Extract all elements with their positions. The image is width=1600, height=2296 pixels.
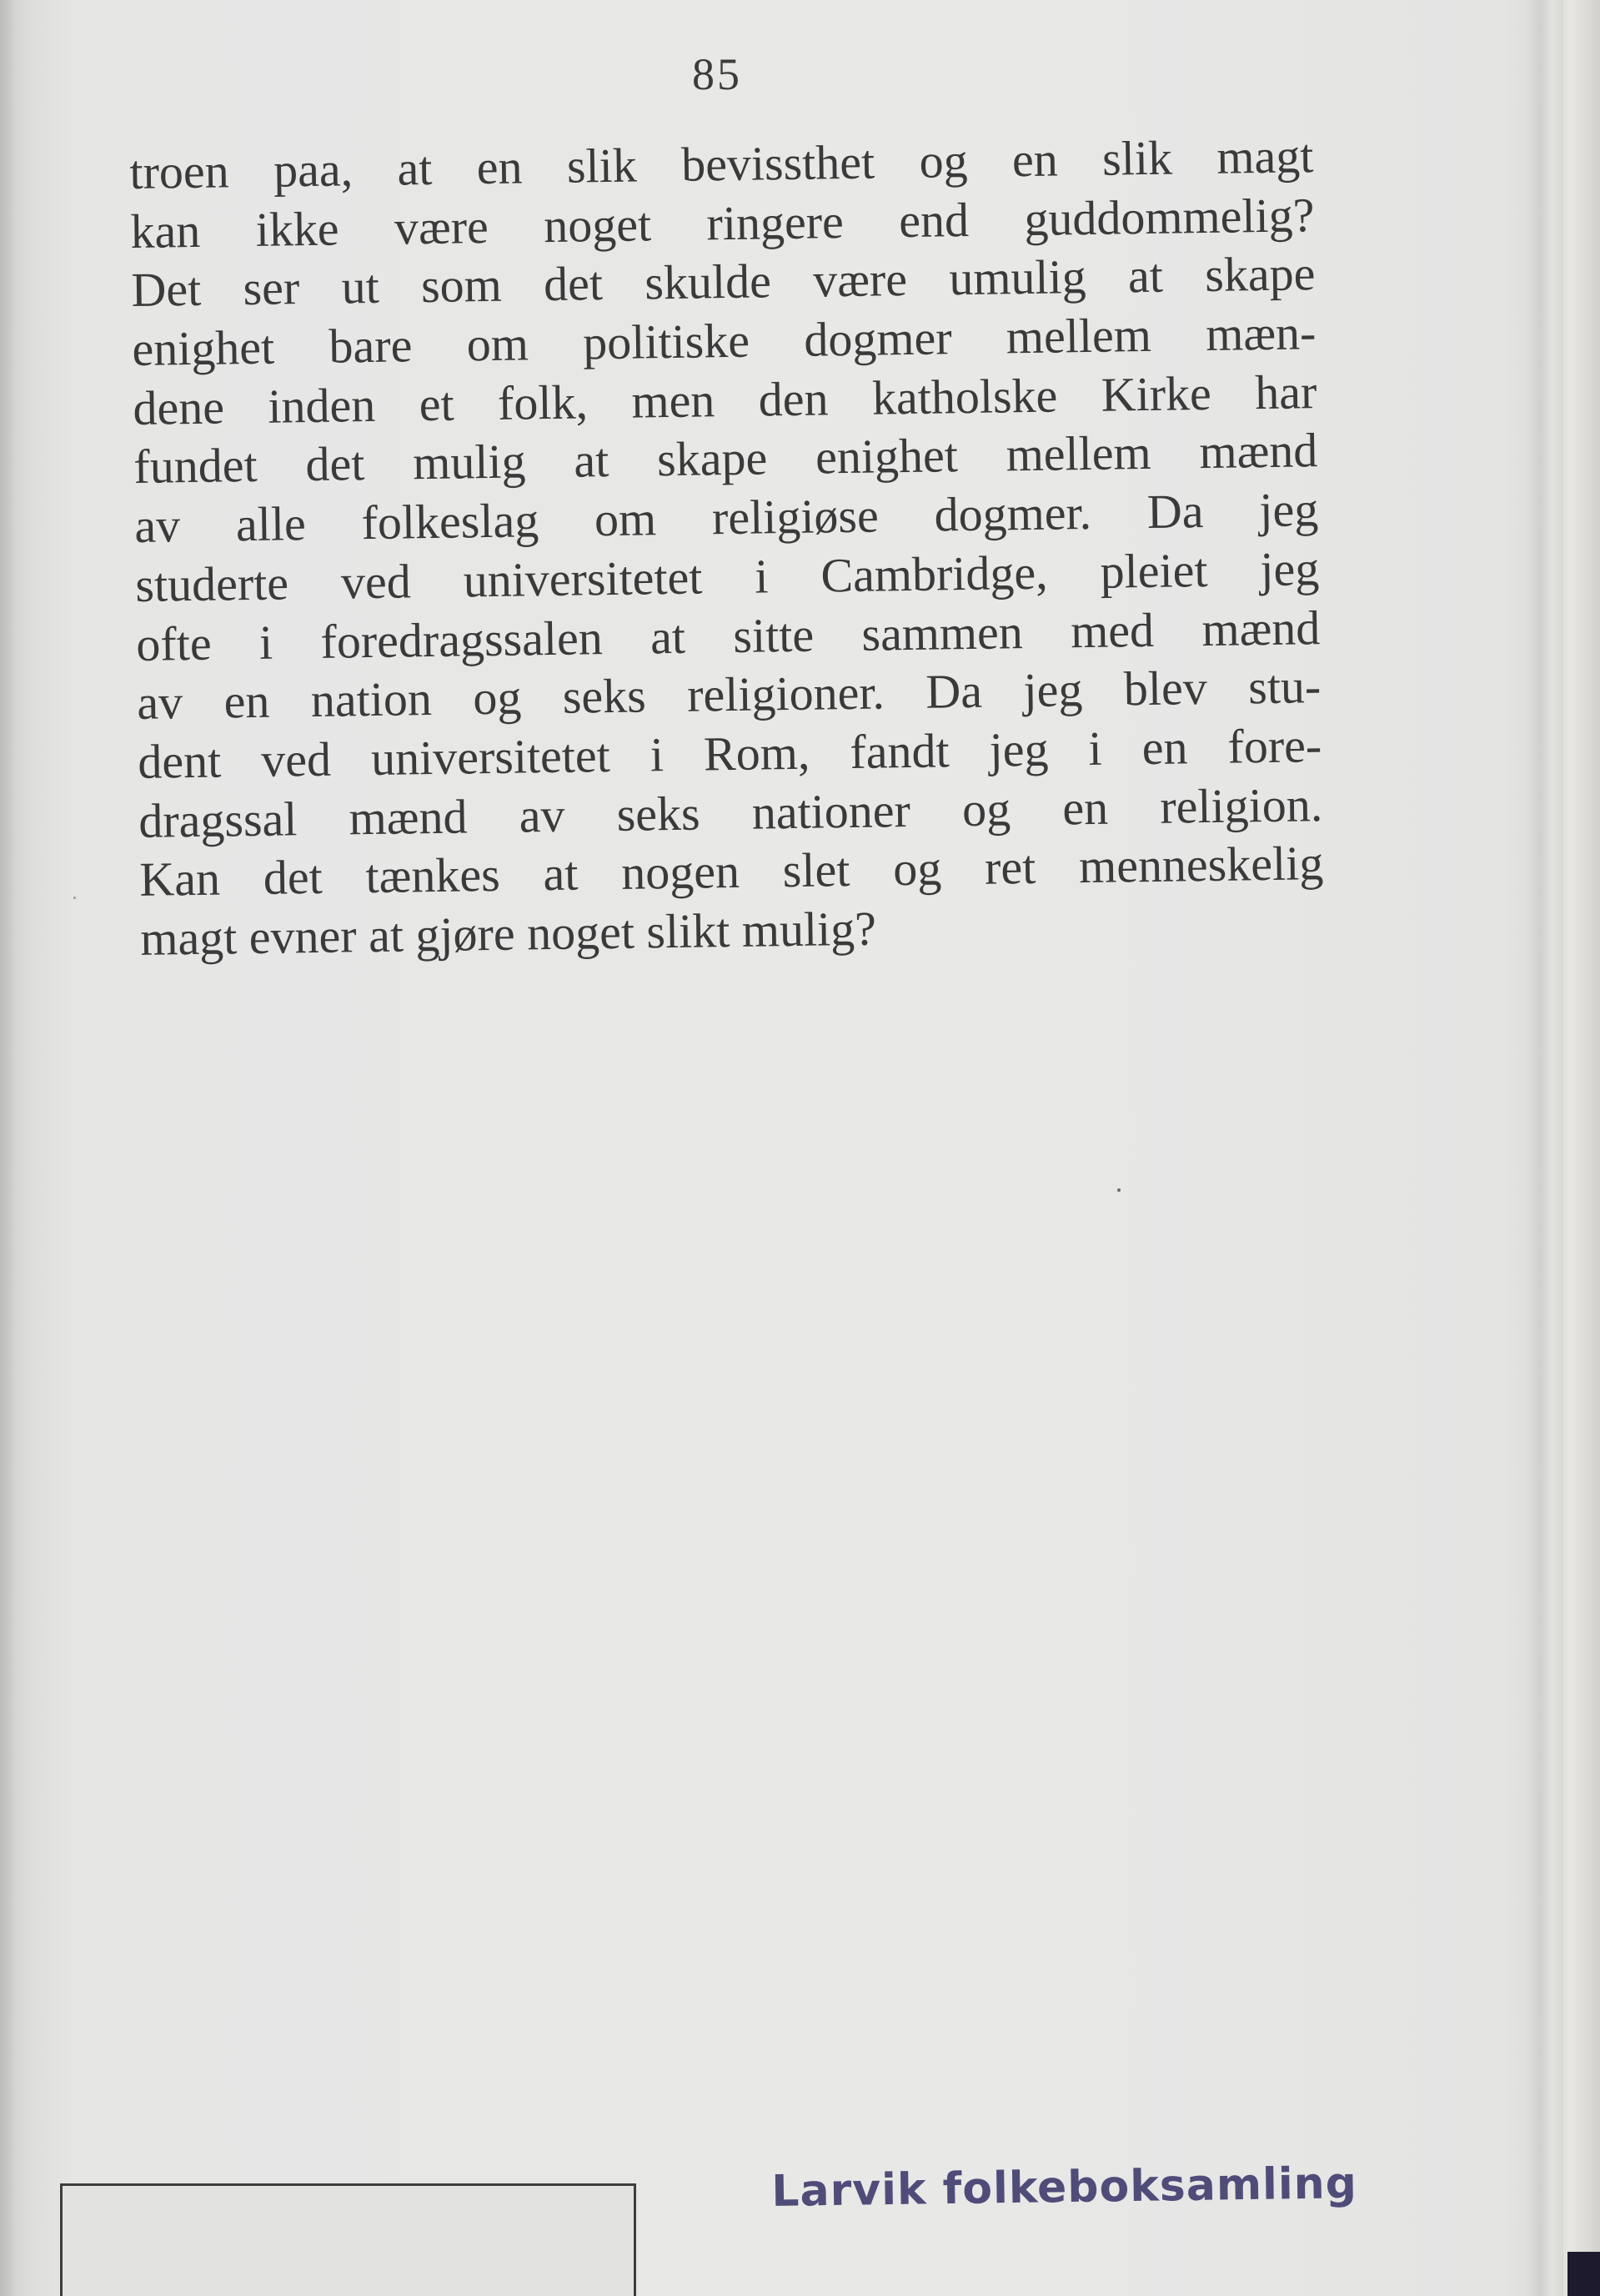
text-line: dene inden et folk, men den katholske Kirke har (132, 364, 1317, 435)
text-line: studerte ved universitetet i Cambridge, pleiet jeg (134, 540, 1320, 612)
library-label-box (60, 2183, 636, 2296)
page-number: 85 (692, 49, 742, 99)
paper-speck (1117, 1188, 1121, 1192)
library-stamp: Larvik folkeboksamling (771, 2158, 1358, 2217)
text-line: ofte i foredragssalen at sitte sammen med mænd (135, 600, 1321, 671)
text-line: fundet det mulig at skape enighet mellem mænd (133, 423, 1318, 495)
text-line: av alle folkeslag om religiøse dogmer. Da jeg (133, 482, 1319, 554)
corner-shadow (1567, 2252, 1600, 2296)
text-line: dent ved universitetet i Rom, fandt jeg i en fore- (137, 717, 1322, 789)
text-line: troen paa, at en slik bevissthet og en slik magt (129, 128, 1314, 199)
body-text (129, 127, 1325, 968)
text-line: enighet bare om politiske dogmer mellem mæn- (131, 305, 1317, 377)
paper-speck (73, 897, 76, 899)
text-line: dragssal mænd av seks nationer og en religion. (138, 776, 1323, 848)
text-line: av en nation og seks religioner. Da jeg blev stu- (136, 659, 1322, 731)
text-line: Det ser ut som det skulde være umulig at skape (131, 246, 1316, 318)
page-edge-shadow (0, 0, 15, 2296)
text-line: Kan det tænkes at nogen slet og ret menneskelig (138, 836, 1324, 907)
text-line: magt evner at gjøre noget slikt mulig? (139, 901, 877, 966)
text-line: kan ikke være noget ringere end guddommelig? (130, 187, 1315, 259)
page-fold-shadow (1526, 0, 1563, 2296)
